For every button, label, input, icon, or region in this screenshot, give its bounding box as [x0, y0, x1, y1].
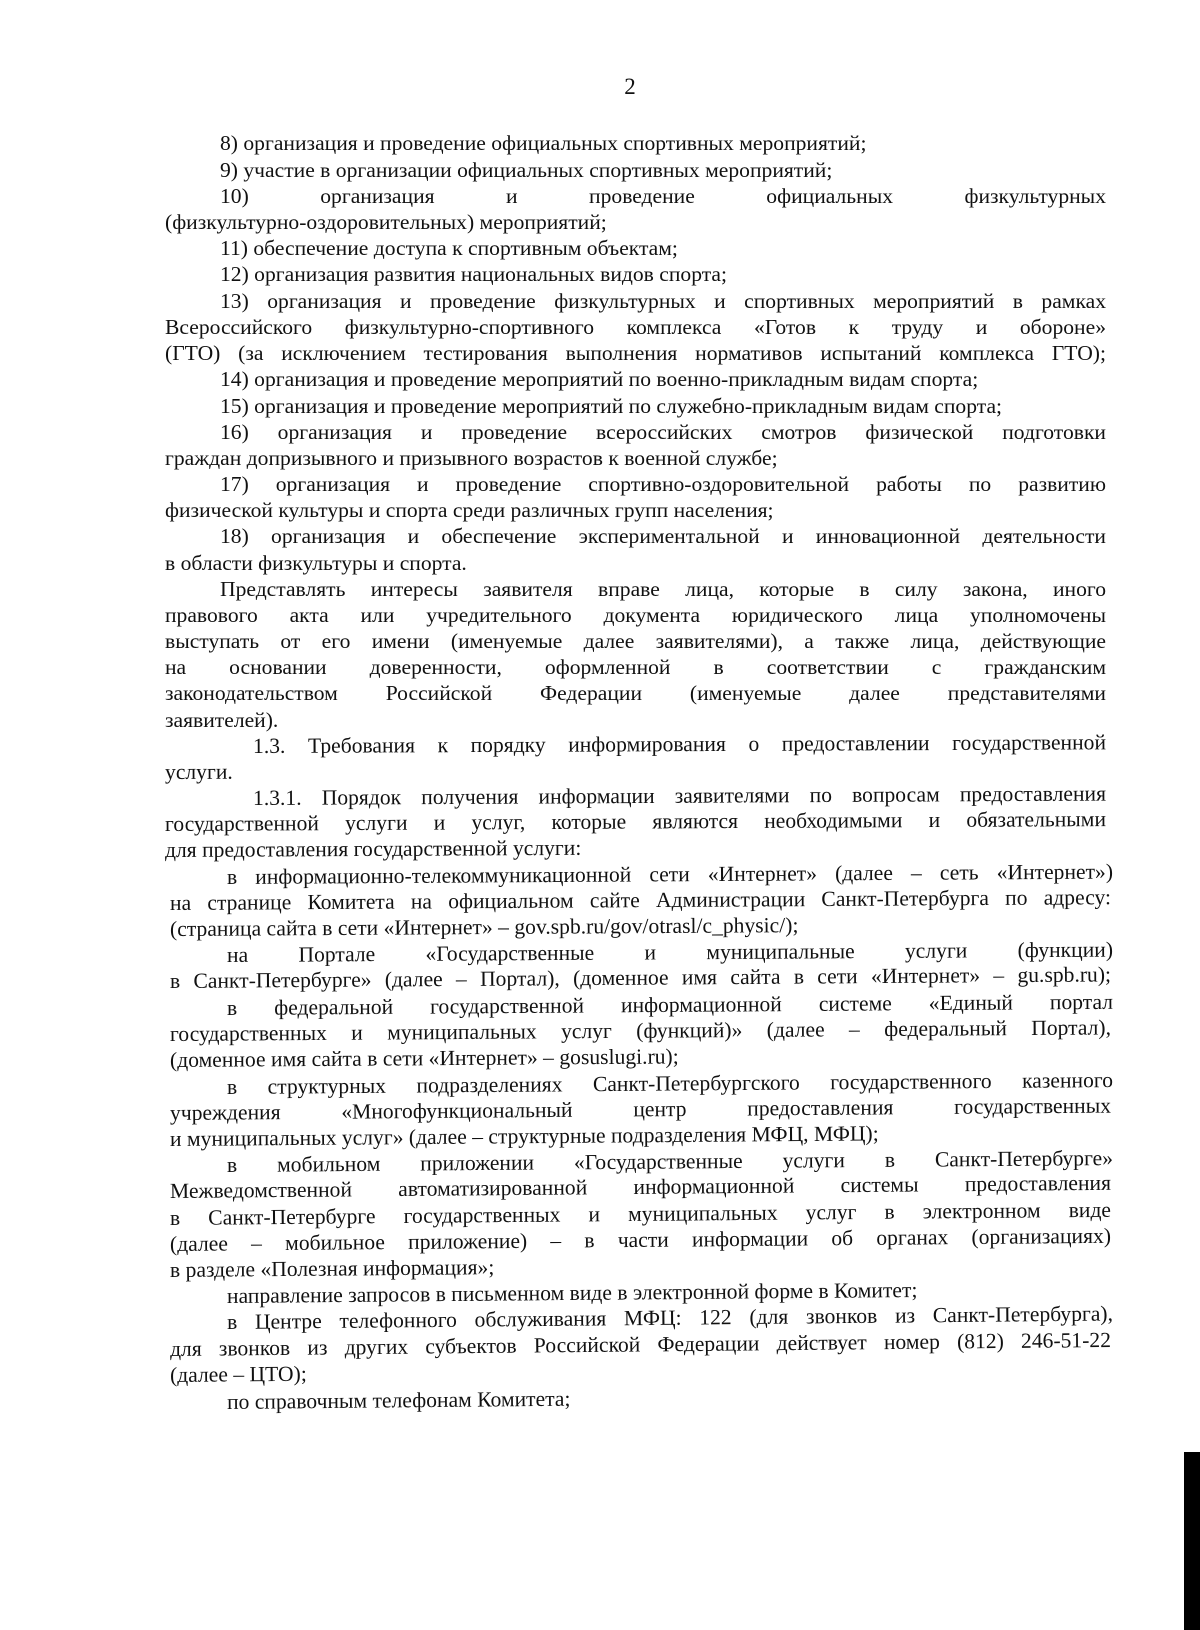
text-line: в области физкультуры и спорта.: [165, 551, 467, 575]
text-line: 13) организация и проведение физкультурных и спортивных мероприятий в рамках: [220, 289, 1106, 313]
text-line: 17) организация и проведение спортивно-оздоровительной работы по развитию: [220, 472, 1106, 496]
text-line: 18) организация и обеспечение экспериментальной и инновационной деятельности: [220, 524, 1106, 548]
text-line: 9) участие в организации официальных спортивных мероприятий;: [220, 158, 833, 182]
text-line: услуги.: [164, 759, 233, 784]
text-line: на Портале «Государственные и муниципальные услуги (функции): [226, 937, 1114, 967]
text-line: 14) организация и проведение мероприятий по военно-прикладным видам спорта;: [220, 367, 979, 391]
scan-edge-shadow: [1184, 1452, 1200, 1630]
text-line: на основании доверенности, оформленной в соответствии с гражданским: [165, 655, 1106, 679]
text-line: Представлять интересы заявителя вправе лица, которые в силу закона, иного: [220, 577, 1106, 601]
text-line: в Санкт-Петербурге государственных и муниципальных услуг в электронном виде: [169, 1197, 1112, 1230]
text-line: в разделе «Полезная информация»;: [169, 1255, 495, 1282]
text-line: 15) организация и проведение мероприятий по служебно-прикладным видам спорта;: [220, 394, 1003, 418]
text-line: в информационно-телекоммуникационной сети «Интернет» (далее – сеть «Интернет»): [226, 859, 1114, 889]
text-line: (физкультурно-оздоровительных) мероприятий;: [165, 210, 607, 234]
text-line: в Центре телефонного обслуживания МФЦ: 122 (для звонков из Санкт-Петербурга),: [226, 1301, 1114, 1334]
text-line: граждан допризывного и призывного возрастов к военной службе;: [165, 446, 778, 470]
text-line: учреждения «Многофункциональный центр предоставления государственных: [169, 1093, 1112, 1125]
text-line: (далее – мобильное приложение) – в части информации об органах (организациях): [169, 1223, 1112, 1256]
text-line: физической культуры и спорта среди различных групп населения;: [165, 498, 774, 522]
text-line: (ГТО) (за исключением тестирования выполнения нормативов испытаний комплекса ГТО);: [165, 341, 1106, 365]
text-line: выступать от его имени (именуемые далее заявителями), а также лица, действующие: [165, 629, 1106, 653]
text-line: 10) организация и проведение официальных физкультурных: [220, 184, 1106, 208]
text-line: в Санкт-Петербурге» (далее – Портал), (доменное имя сайта в сети «Интернет» – gu.spb.ru);: [169, 962, 1112, 993]
text-line: в федеральной государственной информационной системе «Единый портал: [226, 989, 1114, 1020]
text-line: (далее – ЦТО);: [169, 1361, 307, 1387]
text-line: заявителей).: [165, 708, 279, 732]
text-line: на странице Комитета на официальном сайте Администрации Санкт-Петербурга по адресу:: [169, 885, 1112, 915]
text-line: Всероссийского физкультурно-спортивного комплекса «Готов к труду и обороне»: [165, 315, 1106, 339]
text-line: законодательством Российской Федерации (именуемые далее представителями: [165, 681, 1106, 705]
text-line: Межведомственной автоматизированной информационной системы предоставления: [169, 1170, 1112, 1203]
text-line: 1.3.1. Порядок получения информации заявителями по вопросам предоставления: [252, 781, 1107, 810]
text-line: 12) организация развития национальных видов спорта;: [220, 262, 727, 286]
text-line: государственных и муниципальных услуг (функций)» (далее – федеральный Портал),: [169, 1015, 1112, 1046]
text-line: и муниципальных услуг» (далее – структурные подразделения МФЦ, МФЦ);: [169, 1121, 879, 1151]
text-line: 8) организация и проведение официальных спортивных мероприятий;: [220, 131, 867, 155]
text-line: (страница сайта в сети «Интернет» – gov.spb.ru/gov/otrasl/c_physic/);: [169, 913, 799, 941]
text-line: в структурных подразделениях Санкт-Петербургского государственного казенного: [226, 1068, 1114, 1099]
page-number: 2: [624, 74, 636, 99]
text-line: в мобильном приложении «Государственные услуги в Санкт-Петербурге»: [226, 1146, 1114, 1177]
text-line: для предоставления государственной услуги:: [164, 835, 582, 862]
text-line: направление запросов в письменном виде в электронной форме в Комитет;: [226, 1277, 918, 1308]
text-line: правового акта или учредительного документа юридического лица уполномочены: [165, 603, 1106, 627]
text-line: по справочным телефонам Комитета;: [226, 1386, 571, 1414]
text-line: 16) организация и проведение всероссийских смотров физической подготовки: [220, 420, 1106, 444]
text-line: 1.3. Требования к порядку информирования о предоставлении государственной: [252, 730, 1107, 758]
text-line: для звонков из других субъектов Российской Федерации действует номер (812) 246-51-22: [169, 1327, 1112, 1361]
text-line: (доменное имя сайта в сети «Интернет» – gosuslugi.ru);: [169, 1044, 679, 1072]
text-line: 11) обеспечение доступа к спортивным объектам;: [220, 236, 678, 260]
text-line: государственной услуги и услуг, которые являются необходимыми и обязательными: [164, 807, 1107, 836]
